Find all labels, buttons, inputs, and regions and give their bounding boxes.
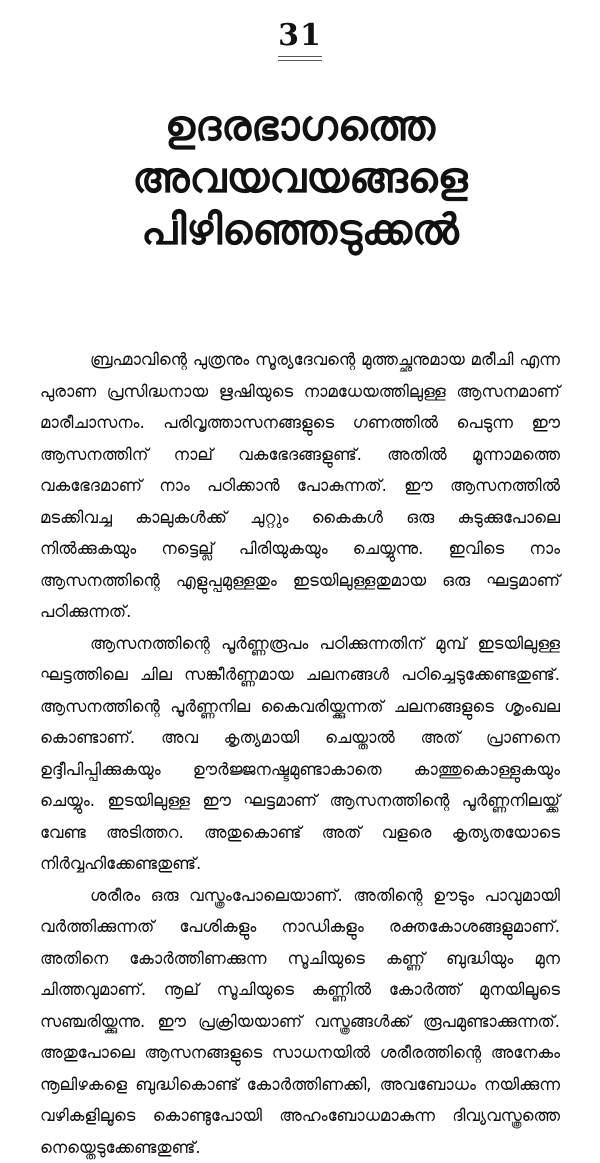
body-text — [40, 344, 560, 1163]
chapter-title-line-3: പിഴിഞ്ഞെടുക്കൽ — [40, 204, 560, 256]
chapter-title — [40, 100, 560, 256]
chapter-title-line-2: അവയവയങ്ങളെ — [40, 152, 560, 204]
paragraph-1: ബ്രഹ്മാവിന്റെ പുത്രനും സൂര്യദേവന്റെ മുത്തച്ഛനുമായ മരീചി എന്ന പുരാണ പ്രസിദ്ധനായ ഋഷിയുടെ നാമധേയത്തിലുള്ള ആസനമാണ് മാരീചാസനം. പരിവൃത്താസനങ്ങളുടെ ഗണത്തിൽ പെടുന്ന ഈ ആസനത്തിന് നാല് വകഭേദങ്ങളുണ്ട്. അതിൽ മൂന്നാമത്തെ വകഭേദമാണ് നാം പഠിക്കാൻ പോകുന്നത്. ഈ ആസനത്തിൽ മടക്കിവച്ച കാലുകൾക്ക് ചുറ്റും കൈകൾ ഒരു കുടുക്കുപോലെ നിൽക്കുകയും നട്ടെല്ല് പിരിയുകയും ചെയ്യുന്നു. ഇവിടെ നാം ആസനത്തിന്റെ എളുപ്പമുള്ളതും ഇടയിലുള്ളതുമായ ഒരു ഘട്ടമാണ് പഠിക്കുന്നത്. — [40, 344, 560, 628]
page-number: 31 — [0, 18, 600, 54]
paragraph-2: ആസനത്തിന്റെ പൂർണ്ണരൂപം പഠിക്കുന്നതിന് മുമ്പ് ഇടയിലുള്ള ഘട്ടത്തിലെ ചില സങ്കീർണ്ണമായ ചലനങ്ങൾ പഠിച്ചെടുക്കേണ്ടതുണ്ട്. ആസനത്തിന്റെ പൂർണ്ണനില കൈവരിയ്ക്കുന്നത് ചലനങ്ങളുടെ ശൃംഖല കൊണ്ടാണ്. അവ കൃത്യമായി ചെയ്താൽ അത് പ്രാണനെ ഉദ്ദീപിപ്പിക്കുകയും ഊർജ്ജനഷ്ടമുണ്ടാകാതെ കാത്തുകൊള്ളുകയും ചെയ്യും. ഇടയിലുള്ള ഈ ഘട്ടമാണ് ആസനത്തിന്റെ പൂർണ്ണനിലയ്ക്ക് വേണ്ട അടിത്തറ. അതുകൊണ്ട് അത് വളരെ കൃത്യതയോടെ നിർവ്വഹിക്കേണ്ടതുണ്ട്. — [40, 628, 560, 880]
page-header — [0, 18, 600, 61]
page-number-underline — [278, 56, 322, 61]
chapter-title-line-1: ഉദരഭാഗത്തെ — [40, 100, 560, 152]
paragraph-3: ശരീരം ഒരു വസ്ത്രംപോലെയാണ്. അതിന്റെ ഊടും പാവുമായി വർത്തിക്കുന്നത് പേശികളും നാഡികളും രക്തകോശങ്ങളുമാണ്. അതിനെ കോർത്തിണക്കുന്ന സൂചിയുടെ കണ്ണ് ബുദ്ധിയും മുന ചിത്തവുമാണ്. നൂല് സൂചിയുടെ കണ്ണിൽ കോർത്ത് മുനയിലൂടെ സഞ്ചരിയ്ക്കുന്നു. ഈ പ്രക്രിയയാണ് വസ്ത്രങ്ങൾക്ക് രൂപമുണ്ടാക്കുന്നത്. അതുപോലെ ആസനങ്ങളുടെ സാധനയിൽ ശരീരത്തിന്റെ അനേകം നൂലിഴകളെ ബുദ്ധികൊണ്ട് കോർത്തിണക്കി, അവബോധം നയിക്കുന്ന വഴികളിലൂടെ കൊണ്ടുപോയി അഹംബോധമാകുന്ന ദിവ്യവസ്ത്രത്തെ നെയ്തെടുക്കേണ്ടതുണ്ട്. — [40, 880, 560, 1163]
